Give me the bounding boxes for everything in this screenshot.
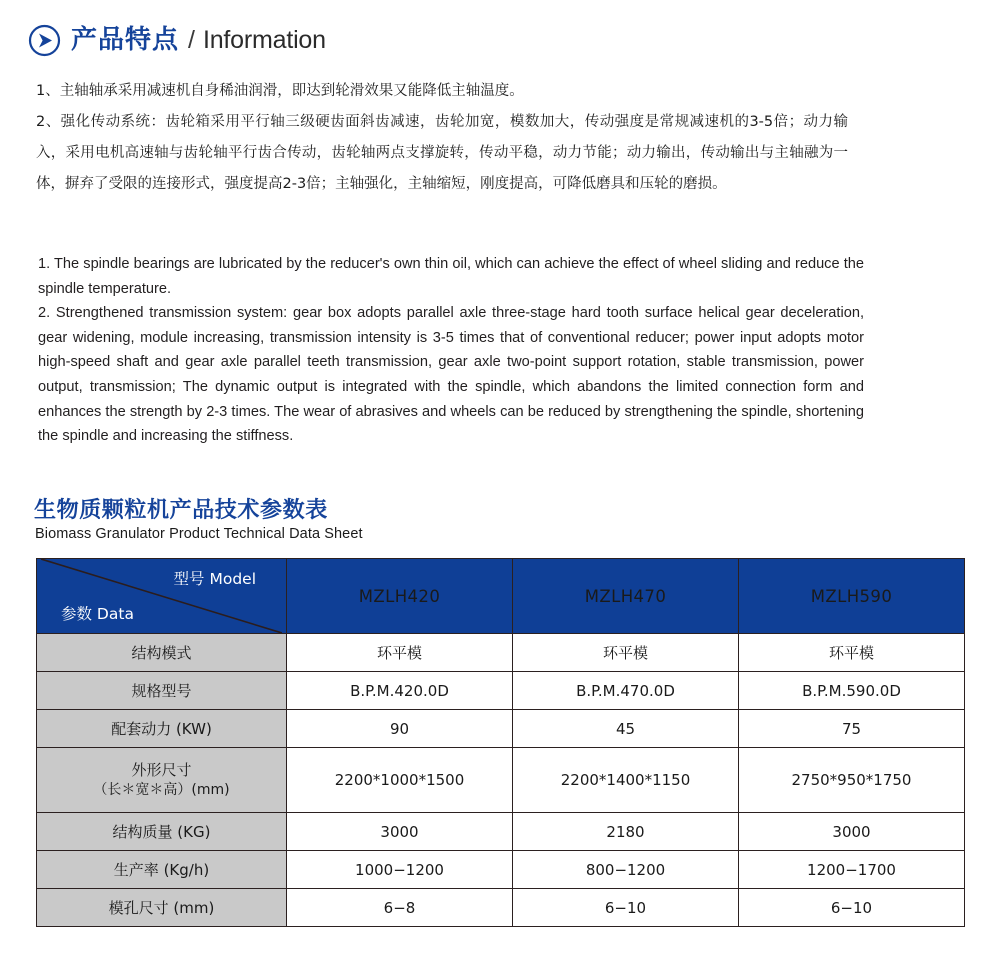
table-title-cn: 生物质颗粒机产品技术参数表	[34, 498, 328, 523]
row-label: 结构质量 (KG)	[37, 813, 287, 851]
row-value: 6−10	[513, 889, 739, 927]
table-row	[37, 634, 965, 672]
table-corner-header	[37, 559, 287, 634]
row-value: B.P.M.470.0D	[513, 672, 739, 710]
table-row	[37, 813, 965, 851]
row-value: 800−1200	[513, 851, 739, 889]
row-value: 90	[287, 710, 513, 748]
english-paragraph-1: 1. The spindle bearings are lubricated by the reducer's own thin oil, which can achieve the effect of wheel sliding and reduce the spindle temperature.	[38, 256, 864, 297]
row-value: B.P.M.590.0D	[739, 672, 965, 710]
row-label: 生产率 (Kg/h)	[37, 851, 287, 889]
table-row	[37, 748, 965, 813]
row-value: 1000−1200	[287, 851, 513, 889]
spec-table-wrapper	[36, 558, 965, 927]
english-description	[38, 252, 864, 449]
row-value: 6−10	[739, 889, 965, 927]
section-heading	[28, 18, 326, 62]
section-title-separator: /	[188, 25, 195, 54]
row-value: 3000	[739, 813, 965, 851]
row-value: 75	[739, 710, 965, 748]
row-value: 环平模	[287, 634, 513, 672]
row-label: 模孔尺寸 (mm)	[37, 889, 287, 927]
row-value: 2200*1000*1500	[287, 748, 513, 813]
column-header-label: MZLH590	[810, 586, 893, 606]
chinese-paragraph-2: 2、强化传动系统：齿轮箱采用平行轴三级硬齿面斜齿减速，齿轮加宽，模数加大，传动强度是常规减速机的3-5倍；动力输入，采用电机高速轴与齿轮轴平行齿合传动，齿轮轴两点支撑旋转，传动平稳，动力节能；动力输出，传动输出与主轴融为一体，摒弃了受限的连接形式，强度提高2-3倍；主轴强化，主轴缩短，刚度提高，可降低磨具和压轮的磨损。	[36, 114, 848, 192]
column-header-label: MZLH420	[358, 586, 441, 606]
technical-data-table	[36, 558, 965, 927]
table-header-row	[37, 559, 965, 634]
chinese-paragraph-1: 1、主轴轴承采用减速机自身稀油润滑，即达到轮滑效果又能降低主轴温度。	[36, 83, 524, 99]
table-row	[37, 851, 965, 889]
column-header-1	[513, 559, 739, 634]
row-value: 2200*1400*1150	[513, 748, 739, 813]
row-label	[37, 748, 287, 813]
row-value: 2750*950*1750	[739, 748, 965, 813]
chinese-description	[36, 76, 848, 200]
row-value: B.P.M.420.0D	[287, 672, 513, 710]
row-label: 配套动力 (KW)	[37, 710, 287, 748]
column-header-label: MZLH470	[584, 586, 667, 606]
row-value: 3000	[287, 813, 513, 851]
table-title-en: Biomass Granulator Product Technical Data Sheet	[35, 526, 363, 542]
english-paragraph-2: 2. Strengthened transmission system: gear box adopts parallel axle three-stage hard tooth surface helical gear deceleration, gear widening, module increasing, transmission intensity is 3-5 times that of conventional reducer; power input adopts motor high-speed shaft and gear axle parallel teeth transmission, gear axle two-point support rotation, stable transmission, power output, transmission; The dynamic output is integrated with the spindle, which abandons the limited connection form and enhances the strength by 2-3 times. The wear of abrasives and wheels can be reduced by strengthening the spindle, shortening the spindle and increasing the stiffness.	[38, 305, 864, 445]
row-label-line1: 外形尺寸	[131, 761, 192, 779]
table-row	[37, 710, 965, 748]
row-value: 2180	[513, 813, 739, 851]
column-header-2	[739, 559, 965, 634]
row-label: 结构模式	[37, 634, 287, 672]
corner-model-label: 型号 Model	[173, 570, 256, 588]
table-row	[37, 889, 965, 927]
row-label-line2: （长＊宽＊高）(mm)	[93, 782, 230, 798]
row-value: 1200−1700	[739, 851, 965, 889]
row-value: 环平模	[739, 634, 965, 672]
section-title-cn: 产品特点	[71, 25, 180, 55]
row-value: 6−8	[287, 889, 513, 927]
circle-arrow-right-icon	[28, 24, 61, 57]
section-title-en: Information	[202, 25, 326, 54]
row-value: 环平模	[513, 634, 739, 672]
row-value: 45	[513, 710, 739, 748]
table-row	[37, 672, 965, 710]
row-label: 规格型号	[37, 672, 287, 710]
column-header-0	[287, 559, 513, 634]
corner-data-label: 参数 Data	[61, 605, 134, 623]
